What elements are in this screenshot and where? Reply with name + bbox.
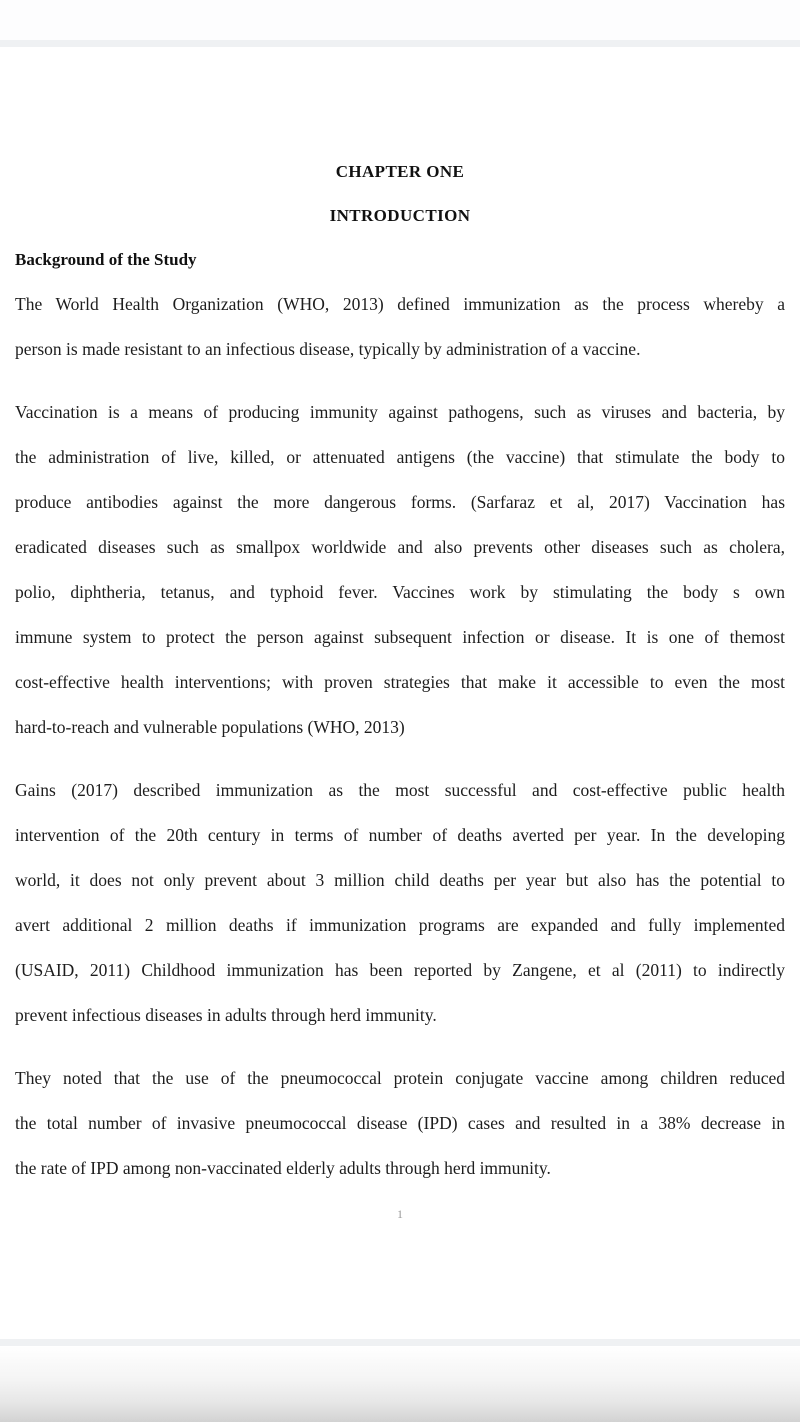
text-line: They noted that the use of the pneumococcal protein conjugate vaccine among children reduced <box>15 1068 785 1088</box>
paragraph-2 <box>15 390 785 750</box>
text-line: The World Health Organization (WHO, 2013) defined immunization as the process whereby a <box>15 294 785 314</box>
document-page <box>0 47 800 1339</box>
top-margin-strip <box>0 0 800 40</box>
paragraph-1 <box>15 282 785 372</box>
text-line: cost-effective health interventions; with proven strategies that make it accessible to even the most <box>15 672 785 692</box>
text-line: avert additional 2 million deaths if immunization programs are expanded and fully implemented <box>15 915 785 935</box>
text-line: Gains (2017) described immunization as the most successful and cost-effective public health <box>15 780 785 800</box>
text-line: hard-to-reach and vulnerable populations (WHO, 2013) <box>15 717 405 737</box>
paragraph-3 <box>15 768 785 1038</box>
text-line: the administration of live, killed, or attenuated antigens (the vaccine) that stimulate the body to <box>15 447 785 467</box>
text-line: the total number of invasive pneumococcal disease (IPD) cases and resulted in a 38% decrease in <box>15 1113 785 1133</box>
chapter-title: CHAPTER ONE <box>335 162 465 181</box>
text-line: (USAID, 2011) Childhood immunization has been reported by Zangene, et al (2011) to indirectly <box>15 960 785 980</box>
text-line: immune system to protect the person against subsequent infection or disease. It is one of themost <box>15 627 785 647</box>
bottom-page-divider <box>0 1339 800 1346</box>
text-line: polio, diphtheria, tetanus, and typhoid fever. Vaccines work by stimulating the body s own <box>15 582 785 602</box>
text-line: person is made resistant to an infectious disease, typically by administration of a vaccine. <box>15 339 641 359</box>
text-line: the rate of IPD among non-vaccinated elderly adults through herd immunity. <box>15 1158 551 1178</box>
bottom-margin-strip <box>0 1346 800 1422</box>
background-heading: Background of the Study <box>15 250 197 269</box>
page-number: 1 <box>397 1207 403 1221</box>
text-line: prevent infectious diseases in adults through herd immunity. <box>15 1005 437 1025</box>
text-line: produce antibodies against the more dangerous forms. (Sarfaraz et al, 2017) Vaccination has <box>15 492 785 512</box>
text-line: eradicated diseases such as smallpox worldwide and also prevents other diseases such as cholera, <box>15 537 785 557</box>
section-title: INTRODUCTION <box>329 206 471 225</box>
text-line: intervention of the 20th century in terms of number of deaths averted per year. In the developing <box>15 825 785 845</box>
paragraph-4 <box>15 1056 785 1191</box>
top-page-divider <box>0 40 800 47</box>
text-line: Vaccination is a means of producing immunity against pathogens, such as viruses and bacteria, by <box>15 402 785 422</box>
text-line: world, it does not only prevent about 3 million child deaths per year but also has the potential to <box>15 870 785 890</box>
